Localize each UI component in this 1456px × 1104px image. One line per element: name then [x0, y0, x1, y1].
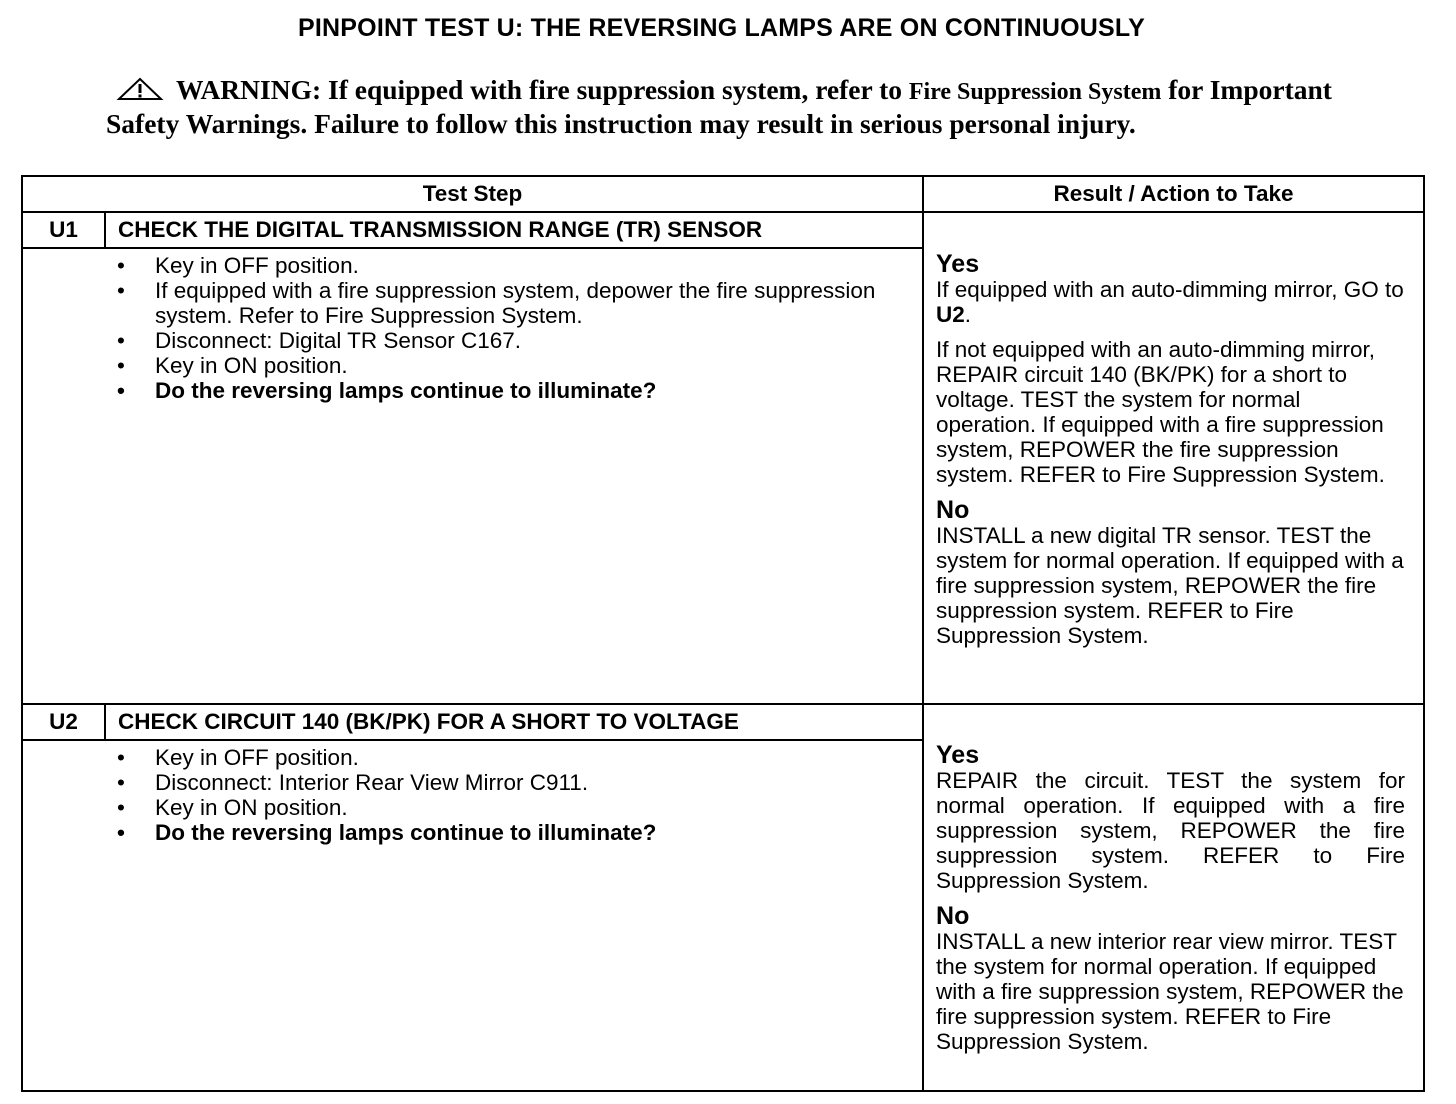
- result-yes-text-u1-b: If not equipped with an auto-dimming mirror, REPAIR circuit 140 (BK/PK) for a short to voltage. TEST the system for normal operation. If equipped with a fire suppression system, REPOWER the fire suppression system. REFER to Fire Suppression System.: [936, 337, 1385, 487]
- list-item: • Key in ON position.: [117, 353, 348, 378]
- list-item-question: • Do the reversing lamps continue to illuminate?: [117, 378, 657, 403]
- list-item: • Disconnect: Interior Rear View Mirror C911.: [117, 770, 589, 795]
- step-u2-title-row: [22, 704, 1424, 740]
- list-item-question: • Do the reversing lamps continue to illuminate?: [117, 820, 657, 845]
- step-title-u1: CHECK THE DIGITAL TRANSMISSION RANGE (TR) SENSOR: [105, 212, 923, 248]
- bullet-text: Key in OFF position.: [155, 253, 359, 278]
- pinpoint-test-table: [21, 175, 1425, 1092]
- step-code-u1: U1: [22, 212, 105, 248]
- step-bullets-u1: [23, 253, 922, 403]
- table-header-row: [22, 176, 1424, 212]
- bullet-text: Key in ON position.: [155, 795, 348, 820]
- result-no-label-u2: No: [936, 902, 970, 930]
- warning-triangle-icon: [116, 77, 164, 101]
- warning-text-tail: for Important Safety Warnings. Failure to follow this instruction may result in serious personal injury.: [106, 74, 1332, 139]
- warning-reference-link[interactable]: Fire Suppression System: [908, 79, 1162, 105]
- result-no-text-u1: INSTALL a new digital TR sensor. TEST the system for normal operation. If equipped with a fire suppression system, REPOWER the fire suppression system. REFER to Fire Suppression System.: [936, 523, 1404, 648]
- yes-text-u1-post: .: [964, 302, 972, 327]
- step-body-u1: [22, 248, 923, 704]
- list-item: • Key in OFF position.: [117, 745, 359, 770]
- step-u1-title-row: [22, 212, 1424, 248]
- bullet-text: Disconnect: Interior Rear View Mirror C911.: [155, 770, 589, 795]
- list-item: • If equipped with a fire suppression system, depower the fire suppression system. Refer to Fire Suppression System.: [117, 278, 876, 328]
- bullet-text: If equipped with a fire suppression system, depower the fire suppression system. Refer to Fire Suppression System.: [155, 278, 876, 328]
- result-yes-text-u2: REPAIR the circuit. TEST the system for normal operation. If equipped with a fire suppression system, REPOWER the fire suppression system. REFER to Fire Suppression System.: [936, 768, 1406, 893]
- bullet-text: Key in OFF position.: [155, 745, 359, 770]
- question-text: Do the reversing lamps continue to illuminate?: [155, 820, 657, 845]
- question-text: Do the reversing lamps continue to illuminate?: [155, 378, 657, 403]
- list-item: • Key in ON position.: [117, 795, 348, 820]
- step-bullets-u2: [23, 745, 922, 845]
- result-yes-text-u1-a: [936, 277, 1405, 327]
- step-code-u2: U2: [22, 704, 105, 740]
- list-item: • Key in OFF position.: [117, 253, 359, 278]
- header-result-action: Result / Action to Take: [923, 176, 1424, 212]
- result-cell-u2: [923, 704, 1424, 1091]
- bullet-text: Key in ON position.: [155, 353, 348, 378]
- step-body-u2: [22, 740, 923, 1091]
- page-title: PINPOINT TEST U: THE REVERSING LAMPS ARE ON CONTINUOUSLY: [298, 14, 1145, 42]
- warning-text-lead: WARNING: If equipped with fire suppression system, refer to: [176, 74, 909, 105]
- result-no-text-u2: INSTALL a new interior rear view mirror. TEST the system for normal operation. If equipped with a fire suppression system, REPOWER the fire suppression system. REFER to Fire Suppression System.: [936, 929, 1404, 1054]
- goto-u2-link[interactable]: U2: [936, 302, 965, 327]
- result-cell-u1: [923, 212, 1424, 704]
- result-yes-label-u2: Yes: [936, 741, 980, 769]
- yes-text-u1-pre: If equipped with an auto-dimming mirror, GO to: [936, 277, 1404, 302]
- step-title-u2: CHECK CIRCUIT 140 (BK/PK) FOR A SHORT TO VOLTAGE: [105, 704, 923, 740]
- bullet-text: Disconnect: Digital TR Sensor C167.: [155, 328, 521, 353]
- result-no-label-u1: No: [936, 496, 970, 524]
- header-test-step: Test Step: [22, 176, 923, 212]
- list-item: • Disconnect: Digital TR Sensor C167.: [117, 328, 521, 353]
- warning-notice: [106, 74, 1396, 139]
- result-yes-label-u1: Yes: [936, 250, 980, 278]
